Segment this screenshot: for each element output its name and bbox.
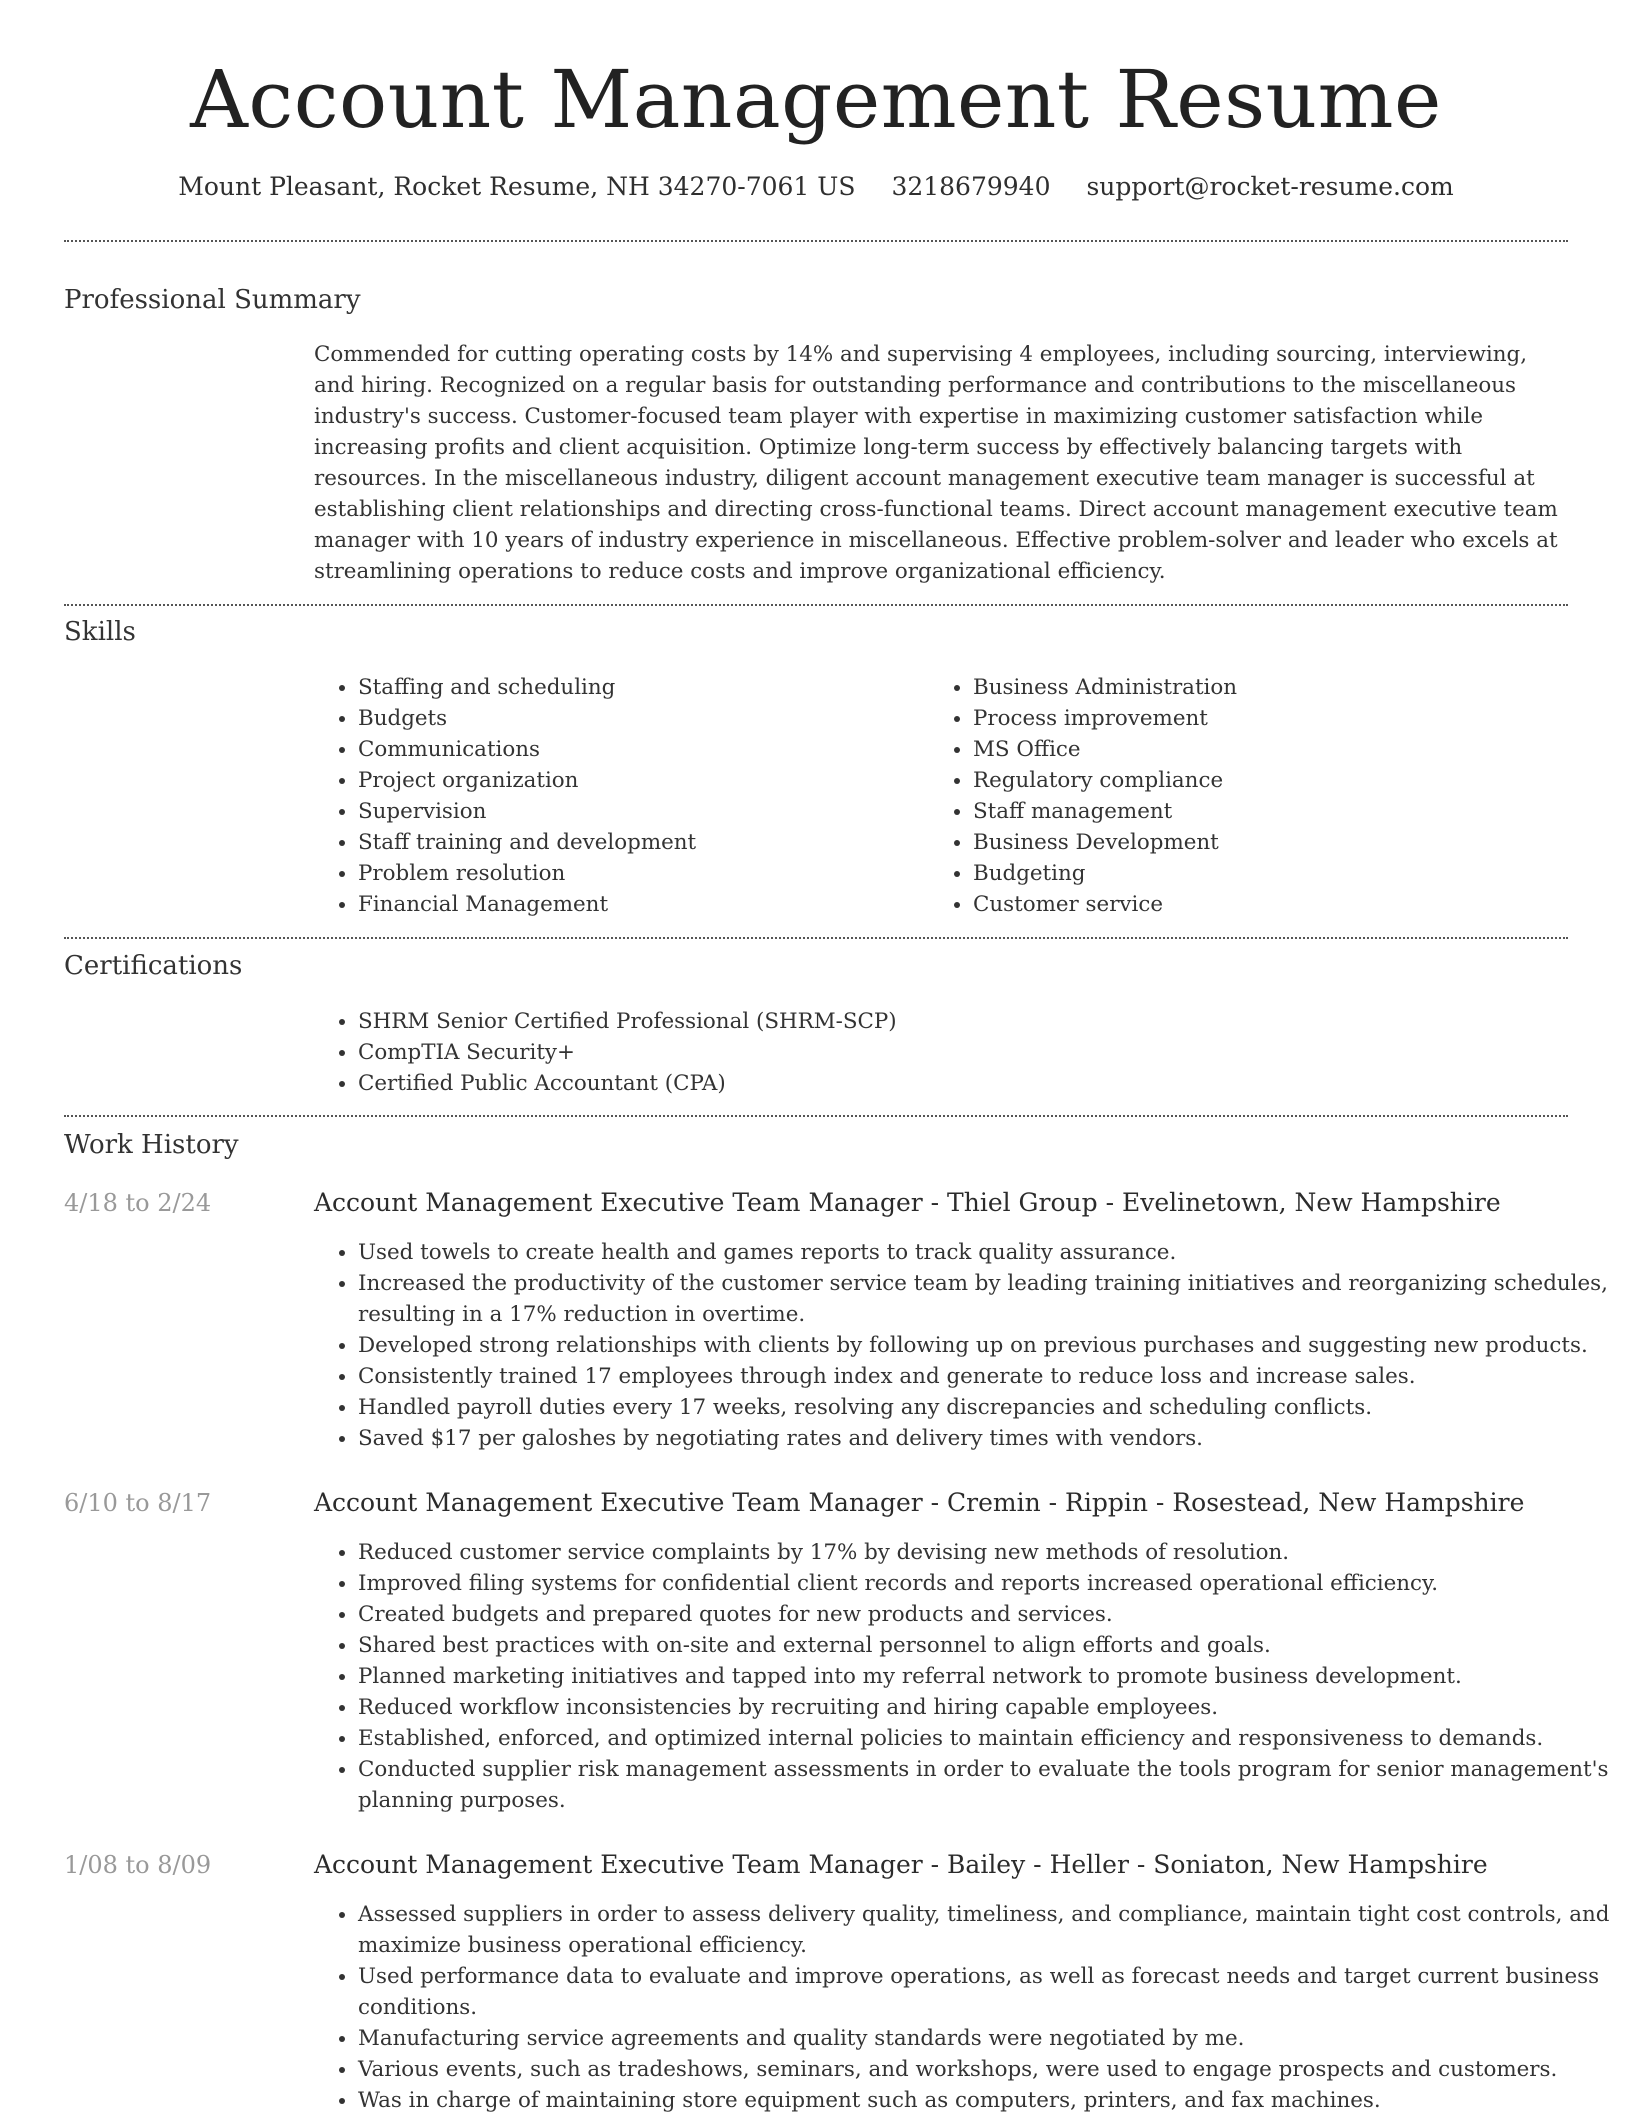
job-bullet: • Consistently trained 17 employees through index and generate to reduce loss and increase sales.	[358, 1361, 1612, 1392]
summary-text: Commended for cutting operating costs by 14% and supervising 4 employees, including sourcing, interviewing, and hiring. Recognized on a regular basis for outstanding performance and contributions to the miscellaneous industry's success. Customer-focused team player with expertise in maximizing customer satisfaction while increasing profits and client acquisition. Optimize long-term success by effectively balancing targets with resources. In the miscellaneous industry, diligent account management executive team manager is successful at establishing client relationships and directing cross-functional teams. Direct account management executive team manager with 10 years of industry experience in miscellaneous. Effective problem-solver and leader who excels at streamlining operations to reduce costs and improve organizational efficiency.	[314, 342, 1558, 584]
skills-list-right	[929, 672, 1533, 920]
job-bullet: • Created budgets and prepared quotes for new products and services.	[358, 1599, 1612, 1630]
job-dates: 4/18 to 2/24	[64, 1189, 212, 1217]
email-link[interactable]: support@rocket-resume.com	[1086, 172, 1454, 201]
contact-line	[0, 170, 1632, 204]
skill-item: • Process improvement	[973, 703, 1533, 734]
skill-item: • Business Administration	[973, 672, 1533, 703]
section-title-certifications: Certifications	[64, 951, 243, 981]
section-title-skills: Skills	[64, 617, 136, 647]
job-bullet: • Improved filing systems for confidential client records and reports increased operational efficiency.	[358, 1568, 1612, 1599]
job-bullet: • Conducted supplier risk management assessments in order to evaluate the tools program for senior management's planning purposes.	[358, 1754, 1612, 1816]
section-title-summary: Professional Summary	[64, 285, 361, 315]
job-bullet: • Developed strong relationships with clients by following up on previous purchases and suggesting new products.	[358, 1330, 1612, 1361]
job-bullet: • Was in charge of maintaining store equipment such as computers, printers, and fax machines.	[358, 2085, 1612, 2116]
skill-item: • Problem resolution	[358, 858, 918, 889]
certification-item: • CompTIA Security+	[358, 1037, 1558, 1068]
address: Mount Pleasant, Rocket Resume, NH 34270-7061 US	[178, 172, 856, 201]
divider	[64, 937, 1568, 939]
job-bullet: • Manufacturing service agreements and quality standards were negotiated by me.	[358, 2023, 1612, 2054]
phone: 3218679940	[891, 172, 1051, 201]
skill-item: • Budgets	[358, 703, 918, 734]
skill-item: • Project organization	[358, 765, 918, 796]
job-bullet: • Reduced workflow inconsistencies by recruiting and hiring capable employees.	[358, 1692, 1612, 1723]
job-bullet: • Shared best practices with on-site and external personnel to align efforts and goals.	[358, 1630, 1612, 1661]
skill-item: • MS Office	[973, 734, 1533, 765]
certification-item: • Certified Public Accountant (CPA)	[358, 1068, 1558, 1099]
job-bullet: • Used towels to create health and games reports to track quality assurance.	[358, 1237, 1612, 1268]
skill-item: • Staff training and development	[358, 827, 918, 858]
job-bullet: • Established, enforced, and optimized internal policies to maintain efficiency and responsiveness to demands.	[358, 1723, 1612, 1754]
skill-item: • Customer service	[973, 889, 1533, 920]
job-dates: 1/08 to 8/09	[64, 1851, 212, 1879]
skill-item: • Communications	[358, 734, 918, 765]
skill-item: • Staff management	[973, 796, 1533, 827]
job-bullets	[314, 1899, 1612, 2116]
skill-item: • Regulatory compliance	[973, 765, 1533, 796]
skill-item: • Supervision	[358, 796, 918, 827]
job-bullets	[314, 1537, 1612, 1816]
skill-item: • Staffing and scheduling	[358, 672, 918, 703]
divider	[64, 1115, 1568, 1117]
job-title: Account Management Executive Team Manager - Bailey - Heller - Soniaton, New Hampshire	[314, 1850, 1488, 1879]
job-bullet: • Assessed suppliers in order to assess delivery quality, timeliness, and compliance, maintain tight cost controls, and maximize business operational efficiency.	[358, 1899, 1612, 1961]
job-bullet: • Saved $17 per galoshes by negotiating rates and delivery times with vendors.	[358, 1423, 1612, 1454]
certifications-list	[314, 1006, 1558, 1099]
job-bullet: • Various events, such as tradeshows, seminars, and workshops, were used to engage prospects and customers.	[358, 2054, 1612, 2085]
skill-item: • Financial Management	[358, 889, 918, 920]
job-bullet: • Handled payroll duties every 17 weeks, resolving any discrepancies and scheduling conflicts.	[358, 1392, 1612, 1423]
divider	[64, 240, 1568, 242]
job-bullet: • Planned marketing initiatives and tapped into my referral network to promote business development.	[358, 1661, 1612, 1692]
job-title: Account Management Executive Team Manager - Cremin - Rippin - Rosestead, New Hampshire	[314, 1488, 1525, 1517]
job-title: Account Management Executive Team Manager - Thiel Group - Evelinetown, New Hampshire	[314, 1188, 1501, 1217]
job-dates: 6/10 to 8/17	[64, 1489, 212, 1517]
certification-item: • SHRM Senior Certified Professional (SHRM-SCP)	[358, 1006, 1558, 1037]
job-bullet: • Reduced customer service complaints by 17% by devising new methods of resolution.	[358, 1537, 1612, 1568]
resume-title: Account Management Resume	[190, 53, 1442, 146]
job-bullets	[314, 1237, 1612, 1454]
skill-item: • Budgeting	[973, 858, 1533, 889]
divider	[64, 604, 1568, 606]
job-bullet: • Increased the productivity of the customer service team by leading training initiatives and reorganizing schedules, resulting in a 17% reduction in overtime.	[358, 1268, 1612, 1330]
skill-item: • Business Development	[973, 827, 1533, 858]
job-bullet: • Used performance data to evaluate and improve operations, as well as forecast needs and target current business conditions.	[358, 1961, 1612, 2023]
skills-list-left	[314, 672, 918, 920]
section-title-work-history: Work History	[64, 1130, 239, 1160]
